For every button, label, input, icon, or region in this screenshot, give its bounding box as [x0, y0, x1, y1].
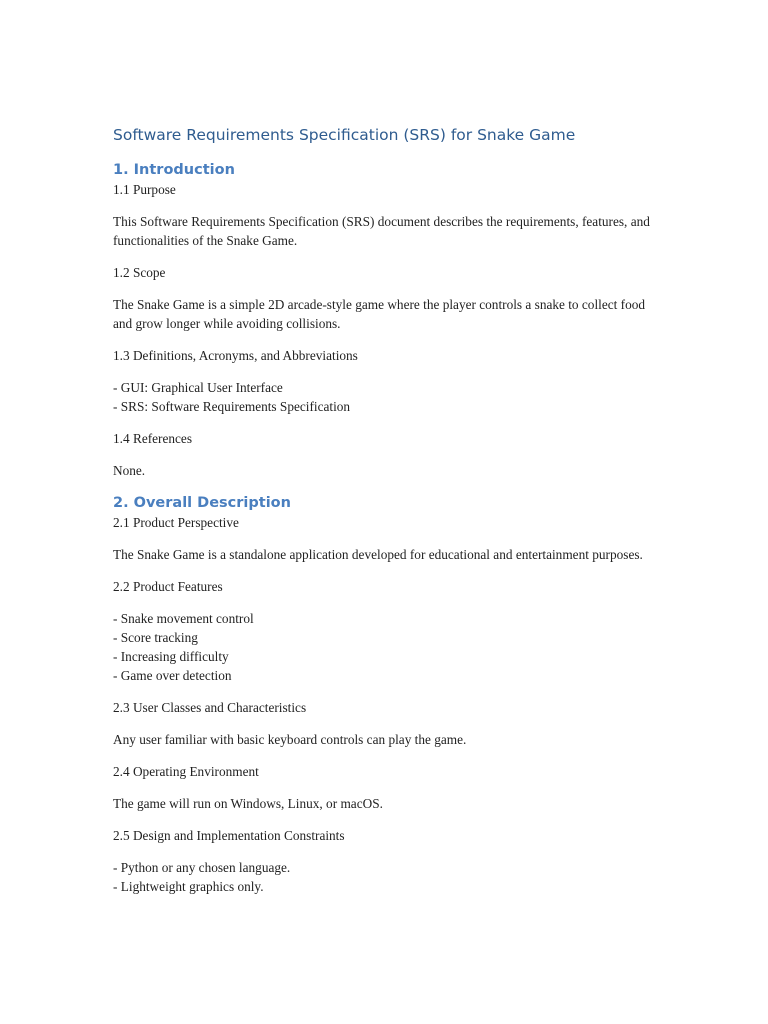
list-item: - SRS: Software Requirements Specification: [113, 399, 351, 414]
subheading-operating-environment: 2.4 Operating Environment: [113, 764, 259, 779]
section-heading-overall-description: 2. Overall Description: [113, 495, 291, 511]
list-item: - Lightweight graphics only.: [113, 879, 264, 894]
document-title: Software Requirements Specification (SRS) for Snake Game: [113, 126, 576, 144]
list-item: - Score tracking: [113, 630, 198, 645]
document-page: [113, 124, 653, 896]
subheading-product-perspective: 2.1 Product Perspective: [113, 515, 239, 530]
section-heading-introduction: 1. Introduction: [113, 162, 235, 178]
list-item: - Increasing difficulty: [113, 649, 229, 664]
paragraph-product-perspective: The Snake Game is a standalone application developed for educational and entertainment purposes.: [113, 547, 643, 562]
paragraph-purpose: This Software Requirements Specification (SRS) document describes the requirements, features, and functionalities of the Snake Game.: [113, 214, 650, 248]
paragraph-user-classes: Any user familiar with basic keyboard controls can play the game.: [113, 732, 467, 747]
list-item: - Snake movement control: [113, 611, 254, 626]
subheading-definitions: 1.3 Definitions, Acronyms, and Abbreviations: [113, 348, 358, 363]
paragraph-references: None.: [113, 463, 146, 478]
subheading-design-constraints: 2.5 Design and Implementation Constraints: [113, 828, 345, 843]
paragraph-operating-environment: The game will run on Windows, Linux, or macOS.: [113, 796, 383, 811]
list-item: - Game over detection: [113, 668, 232, 683]
list-item: - GUI: Graphical User Interface: [113, 380, 283, 395]
subheading-references: 1.4 References: [113, 431, 193, 446]
subheading-purpose: 1.1 Purpose: [113, 182, 176, 197]
subheading-scope: 1.2 Scope: [113, 265, 166, 280]
subheading-user-classes: 2.3 User Classes and Characteristics: [113, 700, 307, 715]
definitions-list: [113, 378, 653, 416]
list-item: - Python or any chosen language.: [113, 860, 291, 875]
paragraph-scope: The Snake Game is a simple 2D arcade-style game where the player controls a snake to collect food and grow longer while avoiding collisions.: [113, 297, 646, 331]
subheading-product-features: 2.2 Product Features: [113, 579, 223, 594]
design-constraints-list: [113, 858, 653, 896]
product-features-list: [113, 609, 653, 685]
